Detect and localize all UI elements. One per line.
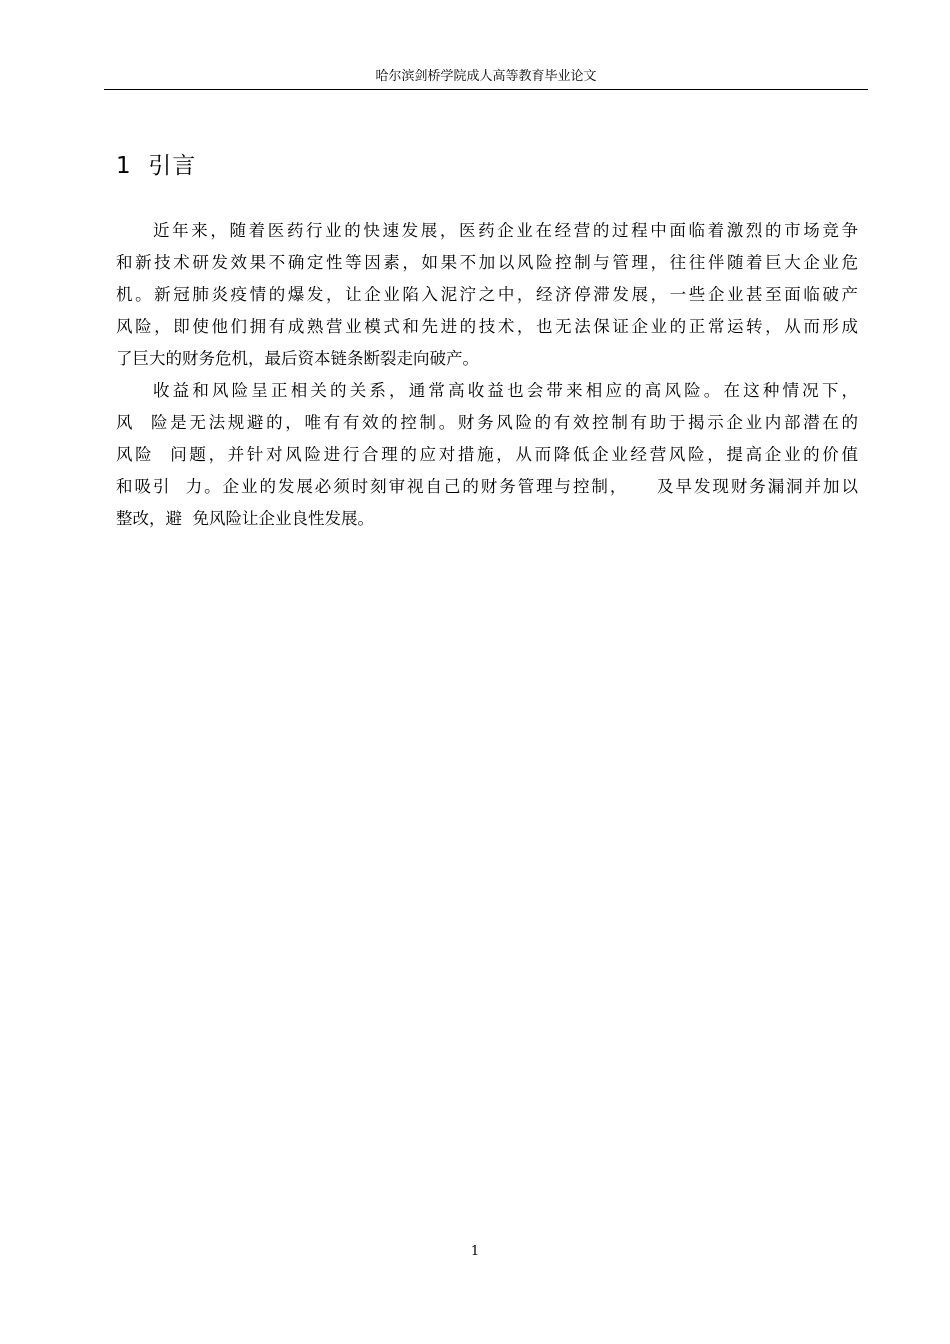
text-line: 风险 问题，并针对风险进行合理的应对措施，从而降低企业经营风险，提高企业的价值 [116,445,858,464]
text-line: 整改，避 免风险让企业良性发展。 [116,509,374,528]
text-line: 收益和风险呈正相关的关系，通常高收益也会带来相应的高风险。在这种情况下， [153,381,858,400]
text-line: 和吸引 力。企业的发展必须时刻审视自己的财务管理与控制， 及早发现财务漏洞并加以 [116,477,858,496]
paragraph-1 [116,215,858,375]
text-line: 了巨大的财务危机，最后资本链条断裂走向破产。 [116,349,479,368]
body-text [116,215,858,535]
text-line: 机。新冠肺炎疫情的爆发，让企业陷入泥泞之中，经济停滞发展，一些企业甚至面临破产 [116,285,858,304]
text-line: 和新技术研发效果不确定性等因素，如果不加以风险控制与管理，往往伴随着巨大企业危 [116,253,858,272]
running-header: 哈尔滨剑桥学院成人高等教育毕业论文 [104,68,868,90]
text-line: 风险，即使他们拥有成熟营业模式和先进的技术，也无法保证企业的正常运转，从而形成 [116,317,858,336]
paragraph-2 [116,375,858,535]
text-line: 近年来，随着医药行业的快速发展，医药企业在经营的过程中面临着激烈的市场竞争 [153,221,858,240]
chapter-title: 1 引言 [116,153,197,179]
text-line: 风 险是无法规避的，唯有有效的控制。财务风险的有效控制有助于揭示企业内部潜在的 [116,413,858,432]
page-number: 1 [470,1244,480,1259]
